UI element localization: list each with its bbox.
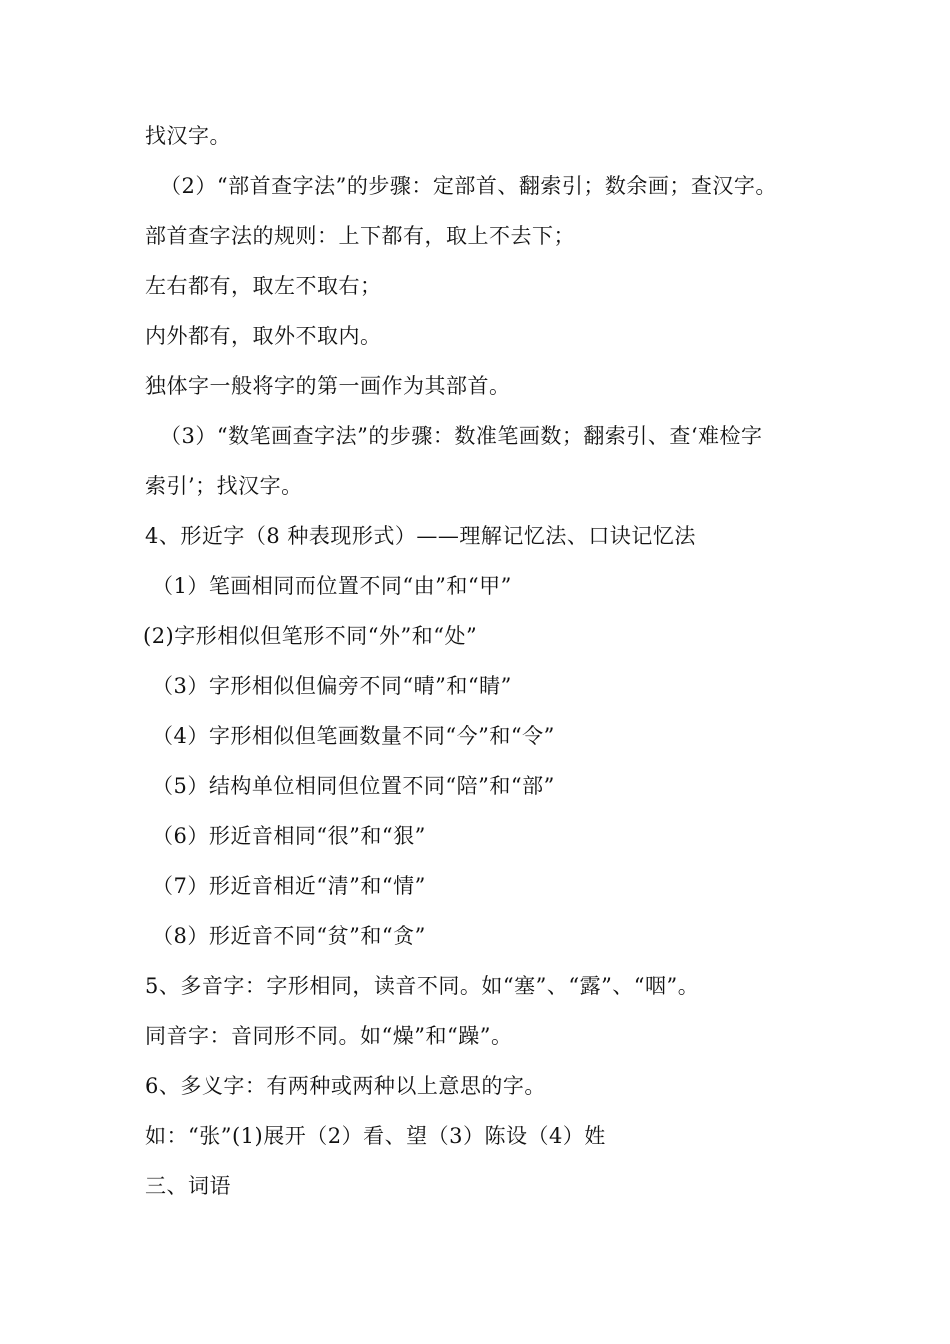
text-line-10: （1）笔画相同而位置不同“由”和“甲” (152, 574, 512, 598)
text-line-16: （7）形近音相近“清”和“情” (152, 874, 426, 898)
text-line-12: （3）字形相似但偏旁不同“晴”和“睛” (152, 674, 512, 698)
text-line-8: 索引’；找汉字。 (145, 474, 303, 498)
text-line-7: （3）“数笔画查字法”的步骤：数准笔画数；翻索引、查‘难检字 (160, 424, 763, 448)
text-line-14: （5）结构单位相同但位置不同“陪”和“部” (152, 774, 555, 798)
text-line-15: （6）形近音相同“很”和“狠” (152, 824, 426, 848)
text-line-5: 内外都有，取外不取内。 (145, 324, 382, 348)
text-line-9: 4、形近字（8 种表现形式）——理解记忆法、口诀记忆法 (145, 524, 696, 548)
text-line-17: （8）形近音不同“贫”和“贪” (152, 924, 426, 948)
text-line-21: 如：“张”(1)展开（2）看、望（3）陈设（4）姓 (145, 1124, 606, 1148)
text-line-11: (2)字形相似但笔形不同“外”和“处” (143, 624, 478, 648)
text-line-4: 左右都有，取左不取右； (145, 274, 382, 298)
text-line-2: （2）“部首查字法”的步骤：定部首、翻索引；数余画；查汉字。 (160, 174, 777, 198)
section-heading: 三、词语 (145, 1174, 231, 1198)
text-line-20: 6、多义字：有两种或两种以上意思的字。 (145, 1074, 546, 1098)
text-line-19: 同音字：音同形不同。如“燥”和“躁”。 (145, 1024, 513, 1048)
text-line-3: 部首查字法的规则：上下都有，取上不去下； (145, 224, 575, 248)
text-line-1: 找汉字。 (145, 124, 231, 148)
text-line-6: 独体字一般将字的第一画作为其部首。 (145, 374, 511, 398)
text-line-13: （4）字形相似但笔画数量不同“今”和“令” (152, 724, 555, 748)
text-line-18: 5、多音字：字形相同，读音不同。如“塞”、“露”、“咽”。 (145, 974, 700, 998)
